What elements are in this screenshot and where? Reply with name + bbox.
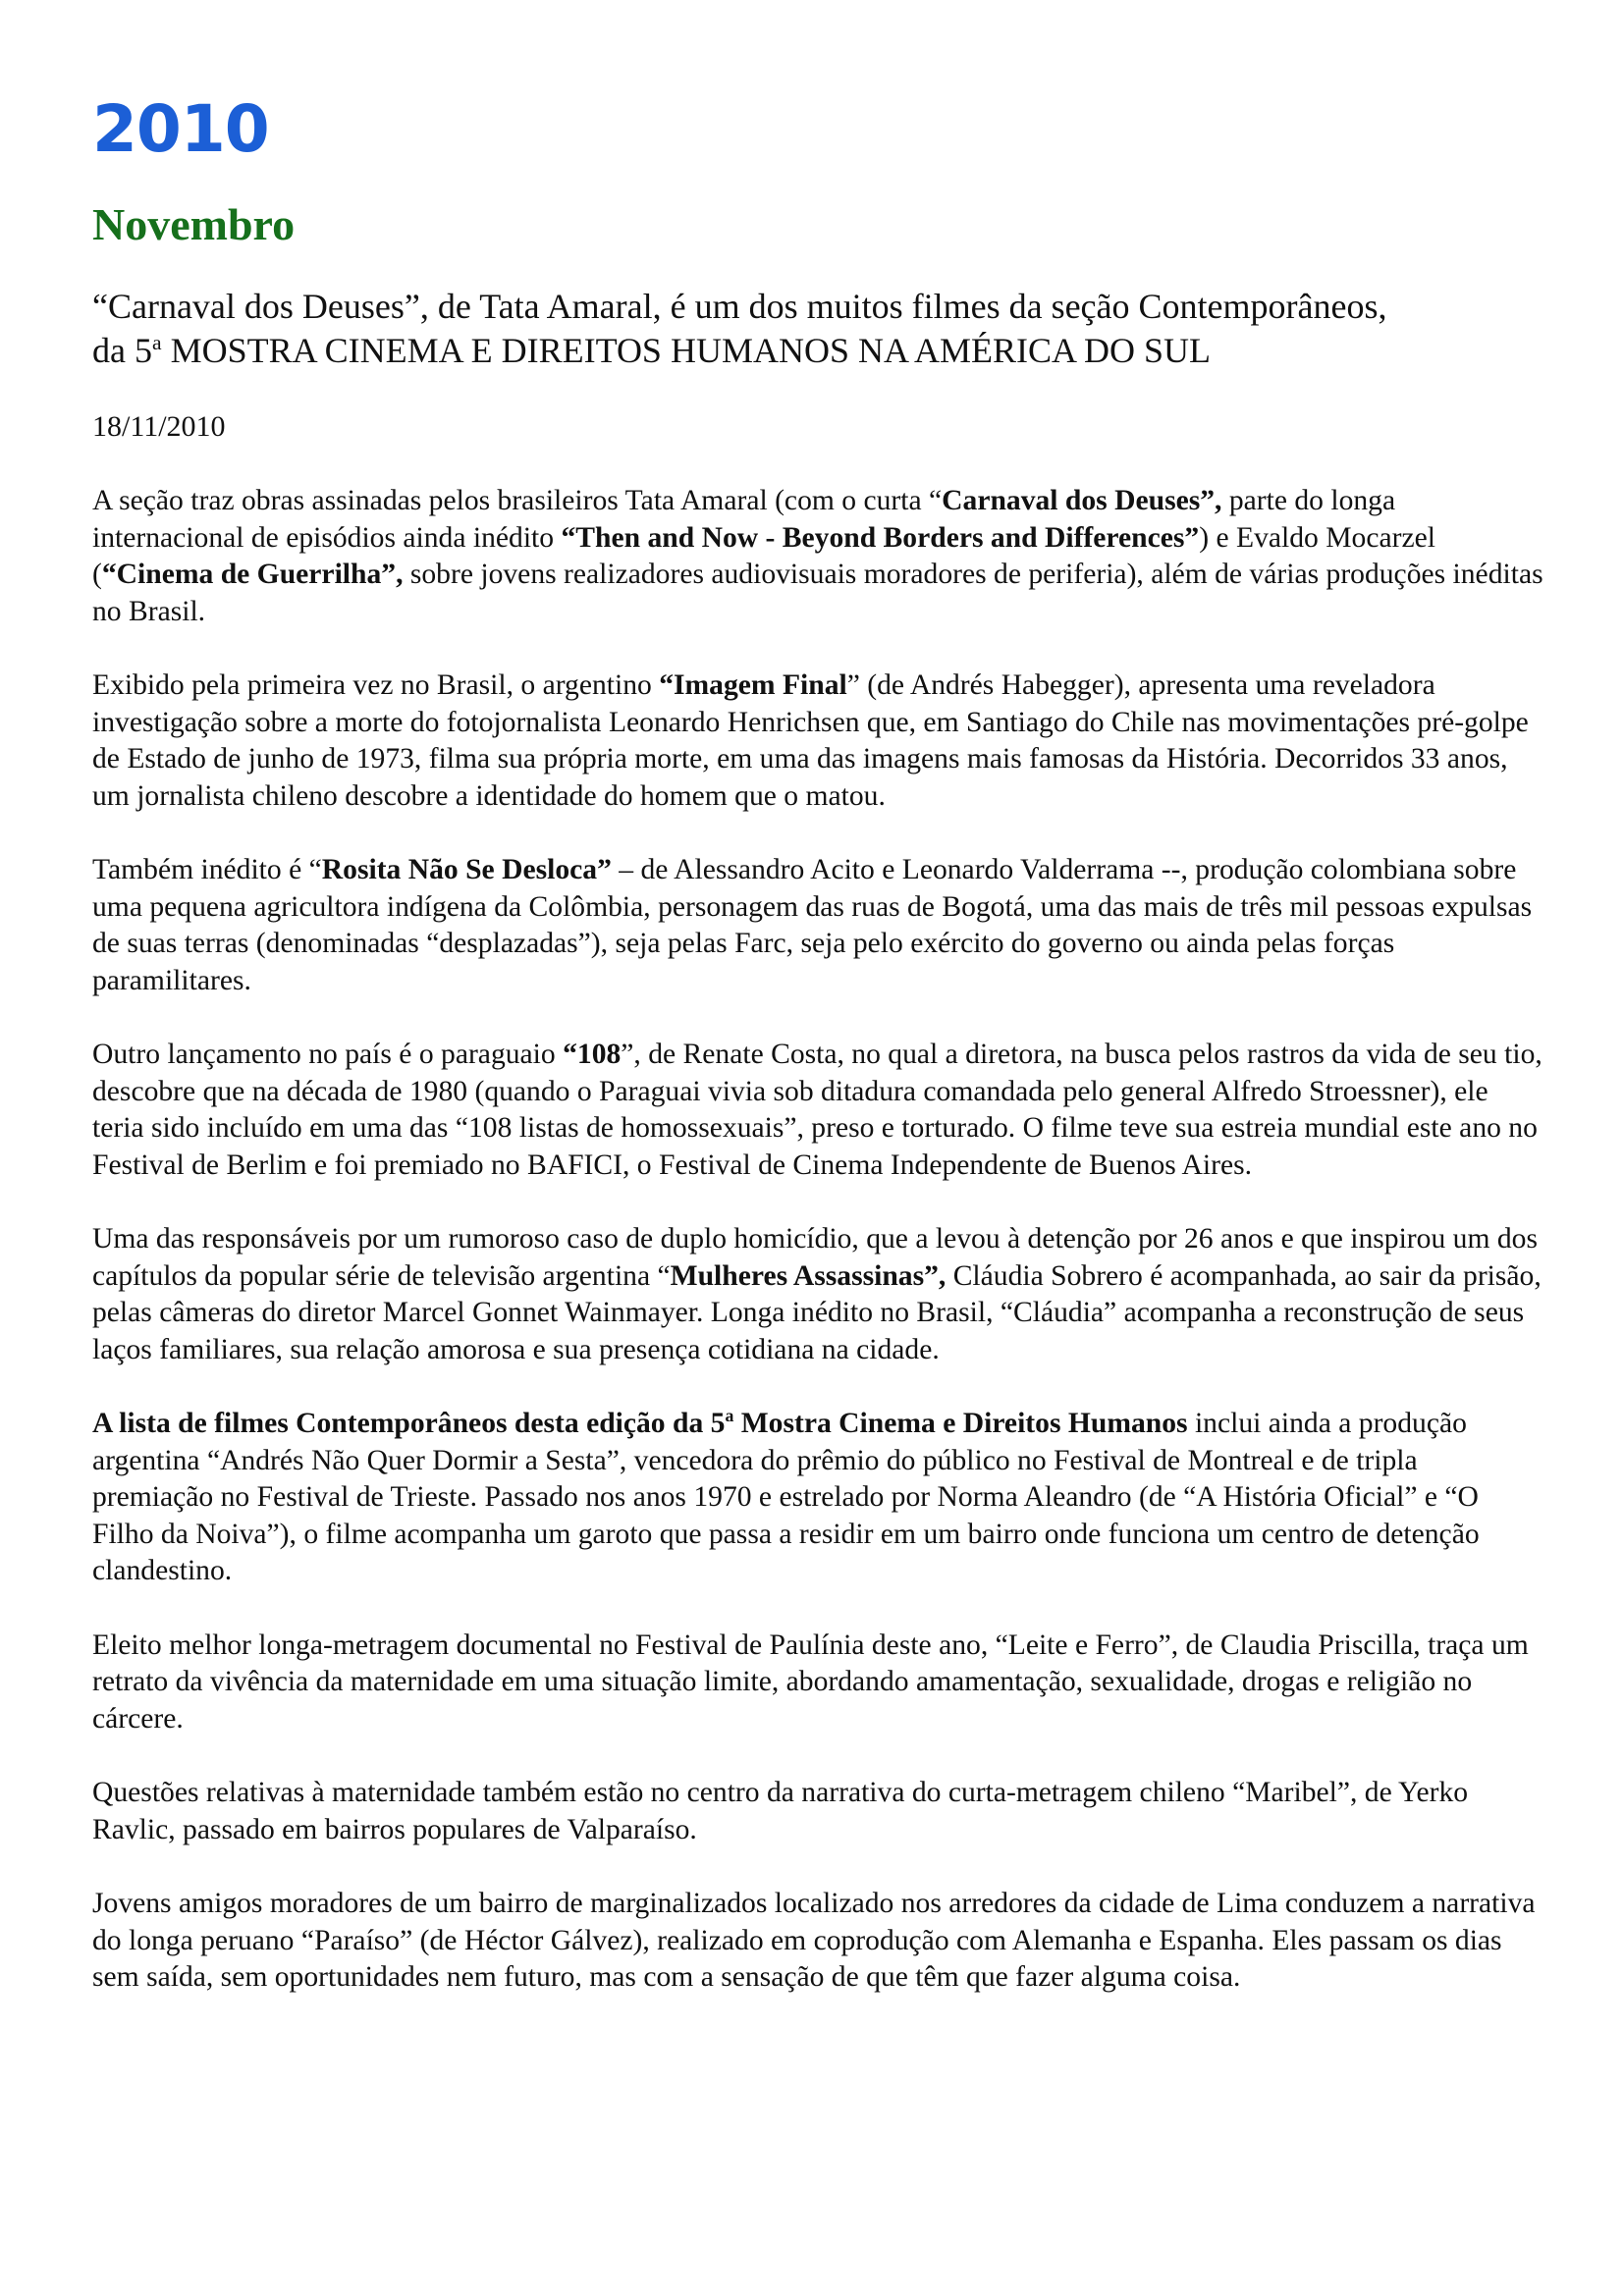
article-headline: [92, 285, 1545, 373]
article-date: 18/11/2010: [92, 410, 226, 443]
paragraph-1: [92, 483, 1545, 630]
p5-text-2: Cláudia Sobrero é acompanhada, ao sair da prisão, pelas câmeras do diretor Marcel Gonnet Wainmayer. Longa inédito no Brasil, “Cláudia” acompanha a reconstrução de seus laços familiares, sua relação amorosa e sua presença cotidiana na cidade.: [92, 1259, 1542, 1365]
p6-ordinal: a: [725, 1406, 734, 1426]
p2-bold-1: “Imagem Final: [659, 669, 847, 701]
p3-bold-1: Rosita Não Se Desloca”: [321, 854, 612, 885]
document-page: [92, 90, 1545, 1997]
p4-text-1: Outro lançamento no país é o paraguaio: [92, 1039, 564, 1070]
paragraph-7: Eleito melhor longa-metragem documental no Festival de Paulínia deste ano, “Leite e Ferro”, de Claudia Priscilla, traça um retrato da vivência da maternidade em uma situação limite, abordando amamentação, sexualidade, drogas e religião no cárcere.: [92, 1629, 1529, 1735]
p1-bold-3: “Cinema de Guerrilha”,: [101, 559, 404, 590]
p1-text-3: ) e Evaldo Mocarzel (: [92, 521, 1435, 590]
paragraph-8: Questões relativas à maternidade também estão no centro da narrativa do curta-metragem chileno “Maribel”, de Yerko Ravlic, passado em bairros populares de Valparaíso.: [92, 1777, 1469, 1845]
p3-text-1: Também inédito é “: [92, 854, 322, 885]
p1-text-2: parte do longa internacional de episódios ainda inédito: [92, 485, 1396, 554]
p5-bold-1: Mulheres Assassinas”,: [670, 1259, 947, 1292]
paragraph-9: Jovens amigos moradores de um bairro de marginalizados localizado nos arredores da cidade de Lima conduzem a narrativa do longa peruano “Paraíso” (de Héctor Gálvez), realizado em coprodução com Alemanha e Espanha. Eles passam os dias sem saída, sem oportunidades nem futuro, mas com a sensação de que têm que fazer alguma coisa.: [92, 1888, 1536, 1993]
headline-line-2-post: MOSTRA CINEMA E DIREITOS HUMANOS NA AMÉRICA DO SUL: [161, 331, 1212, 370]
headline-line-2-pre: da 5: [92, 331, 152, 370]
p1-bold-2: “Then and Now - Beyond Borders and Differences”: [561, 521, 1200, 554]
p2-text-1: Exibido pela primeira vez no Brasil, o argentino: [92, 669, 660, 701]
paragraph-5: [92, 1221, 1545, 1368]
p3-text-2: – de Alessandro Acito e Leonardo Valderrama --, produção colombiana sobre uma pequena agricultora indígena da Colômbia, personagem das ruas de Bogotá, uma das mais de três mil pessoas expulsas de suas terras (denominadas “desplazadas”), seja pelas Farc, seja pelo exército do governo ou ainda pelas forças paramilitares.: [92, 854, 1533, 996]
p6-bold-2: Mostra Cinema e Direitos Humanos: [733, 1408, 1188, 1439]
p4-text-2: ”, de Renate Costa, no qual a diretora, na busca pelos rastros da vida de seu tio, descobre que na década de 1980 (quando o Paraguai vivia sob ditadura comandada pelo general Alfredo Stroessner), ele teria sido incluído em uma das “108 listas de homossexuais”, preso e torturado. O filme teve sua estreia mundial este ano no Festival de Berlim e foi premiado no BAFICI, o Festival de Cinema Independente de Buenos Aires.: [92, 1039, 1542, 1181]
paragraph-6: [92, 1406, 1545, 1590]
headline-line-1: “Carnaval dos Deuses”, de Tata Amaral, é um dos muitos filmes da seção Contemporâneos,: [92, 287, 1387, 326]
paragraph-2: [92, 667, 1545, 815]
paragraph-3: [92, 852, 1545, 999]
year-heading: 2010: [92, 91, 269, 167]
p6-text-1: inclui ainda a produção argentina “Andrés Não Quer Dormir a Sesta”, vencedora do prêmio do público no Festival de Montreal e de tripla premiação no Festival de Trieste. Passado nos anos 1970 e estrelado por Norma Aleandro (de “A História Oficial” e “O Filho da Noiva”), o filme acompanha um garoto que passa a residir em um bairro onde funciona um centro de detenção clandestino.: [92, 1408, 1480, 1586]
paragraph-4: [92, 1037, 1545, 1184]
headline-ordinal: a: [151, 331, 162, 354]
p5-text-1: Uma das responsáveis por um rumoroso caso de duplo homicídio, que a levou à detenção por 26 anos e que inspirou um dos capítulos da popular série de televisão argentina “: [92, 1223, 1538, 1292]
p4-bold-1: “108: [563, 1039, 622, 1070]
month-heading: Novembro: [92, 199, 296, 249]
p6-bold-1: A lista de filmes Contemporâneos desta edição da 5: [92, 1408, 726, 1439]
p1-text-1: A seção traz obras assinadas pelos brasileiros Tata Amaral (com o curta “: [92, 485, 943, 516]
p2-text-2: ” (de Andrés Habegger), apresenta uma reveladora investigação sobre a morte do fotojornalista Leonardo Henrichsen que, em Santiago do Chile nas movimentações pré-golpe de Estado de junho de 1973, filma sua própria morte, em uma das imagens mais famosas da História. Decorridos 33 anos, um jornalista chileno descobre a identidade do homem que o matou.: [92, 669, 1529, 812]
p1-bold-1: Carnaval dos Deuses”,: [942, 485, 1222, 516]
p1-text-4: sobre jovens realizadores audiovisuais moradores de periferia), além de várias produções inéditas no Brasil.: [92, 559, 1543, 627]
